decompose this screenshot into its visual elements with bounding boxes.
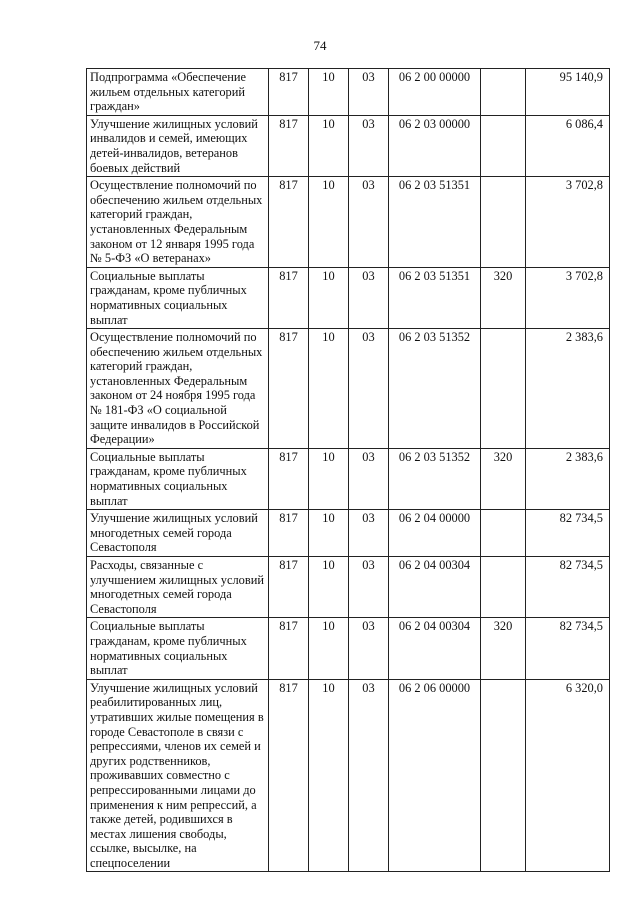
row-rz: 10	[309, 618, 349, 679]
table-row	[87, 448, 610, 509]
row-csr: 06 2 04 00000	[389, 510, 481, 557]
row-pr: 03	[349, 618, 389, 679]
row-rz: 10	[309, 557, 349, 618]
row-csr: 06 2 04 00304	[389, 618, 481, 679]
row-csr: 06 2 00 00000	[389, 69, 481, 116]
row-vr	[481, 177, 526, 268]
row-rz: 10	[309, 69, 349, 116]
table-row	[87, 510, 610, 557]
table-row	[87, 679, 610, 872]
row-rz: 10	[309, 115, 349, 176]
row-sum: 95 140,9	[526, 69, 610, 116]
row-pr: 03	[349, 679, 389, 872]
row-sum: 2 383,6	[526, 448, 610, 509]
row-sum: 3 702,8	[526, 177, 610, 268]
row-name: Осуществление полномочий по обеспечению жильем отдельных категорий граждан, установленных Федеральным законом от 24 ноября 1995 года № 181-ФЗ «О социальной защите инвалидов в Российской Федерации»	[87, 329, 269, 449]
row-name: Социальные выплаты гражданам, кроме публичных нормативных социальных выплат	[87, 267, 269, 328]
row-rz: 10	[309, 267, 349, 328]
row-pr: 03	[349, 177, 389, 268]
row-name: Подпрограмма «Обеспечение жильем отдельных категорий граждан»	[87, 69, 269, 116]
row-pr: 03	[349, 329, 389, 449]
row-rz: 10	[309, 510, 349, 557]
row-pr: 03	[349, 69, 389, 116]
row-csr: 06 2 03 51351	[389, 177, 481, 268]
row-csr: 06 2 04 00304	[389, 557, 481, 618]
row-rz: 10	[309, 679, 349, 872]
row-vr	[481, 679, 526, 872]
row-vr: 320	[481, 618, 526, 679]
row-sum: 6 086,4	[526, 115, 610, 176]
row-pr: 03	[349, 115, 389, 176]
row-ved: 817	[269, 115, 309, 176]
row-vr	[481, 115, 526, 176]
row-csr: 06 2 06 00000	[389, 679, 481, 872]
row-sum: 2 383,6	[526, 329, 610, 449]
row-ved: 817	[269, 329, 309, 449]
row-ved: 817	[269, 618, 309, 679]
row-vr: 320	[481, 267, 526, 328]
row-sum: 82 734,5	[526, 557, 610, 618]
budget-table	[86, 68, 610, 872]
row-rz: 10	[309, 448, 349, 509]
row-sum: 6 320,0	[526, 679, 610, 872]
table-row	[87, 267, 610, 328]
table-row	[87, 329, 610, 449]
row-name: Улучшение жилищных условий реабилитированных лиц, утративших жилые помещения в городе Севастополе в связи с репрессиями, членов их семей и других родственников, проживавших совместно с репрессированными лицами до применения к ним репрессий, а также детей, родившихся в местах лишения свободы, ссылке, высылке, на спецпоселении	[87, 679, 269, 872]
row-csr: 06 2 03 51352	[389, 329, 481, 449]
row-vr	[481, 510, 526, 557]
row-name: Улучшение жилищных условий инвалидов и семей, имеющих детей-инвалидов, ветеранов боевых действий	[87, 115, 269, 176]
row-sum: 3 702,8	[526, 267, 610, 328]
row-ved: 817	[269, 510, 309, 557]
row-ved: 817	[269, 267, 309, 328]
table-row	[87, 557, 610, 618]
row-name: Социальные выплаты гражданам, кроме публичных нормативных социальных выплат	[87, 618, 269, 679]
row-name: Расходы, связанные с улучшением жилищных условий многодетных семей города Севастополя	[87, 557, 269, 618]
row-pr: 03	[349, 448, 389, 509]
row-rz: 10	[309, 177, 349, 268]
row-name: Осуществление полномочий по обеспечению жильем отдельных категорий граждан, установленных Федеральным законом от 12 января 1995 года № 5-ФЗ «О ветеранах»	[87, 177, 269, 268]
table-row	[87, 177, 610, 268]
table-row	[87, 115, 610, 176]
row-sum: 82 734,5	[526, 510, 610, 557]
row-vr: 320	[481, 448, 526, 509]
row-pr: 03	[349, 510, 389, 557]
row-csr: 06 2 03 51352	[389, 448, 481, 509]
row-csr: 06 2 03 00000	[389, 115, 481, 176]
row-ved: 817	[269, 557, 309, 618]
row-ved: 817	[269, 679, 309, 872]
table-row	[87, 618, 610, 679]
row-sum: 82 734,5	[526, 618, 610, 679]
page-number: 74	[313, 38, 327, 53]
row-ved: 817	[269, 69, 309, 116]
row-vr	[481, 329, 526, 449]
row-ved: 817	[269, 177, 309, 268]
row-vr	[481, 557, 526, 618]
row-pr: 03	[349, 557, 389, 618]
row-pr: 03	[349, 267, 389, 328]
table-row	[87, 69, 610, 116]
row-name: Социальные выплаты гражданам, кроме публичных нормативных социальных выплат	[87, 448, 269, 509]
row-csr: 06 2 03 51351	[389, 267, 481, 328]
row-ved: 817	[269, 448, 309, 509]
row-vr	[481, 69, 526, 116]
row-rz: 10	[309, 329, 349, 449]
row-name: Улучшение жилищных условий многодетных семей города Севастополя	[87, 510, 269, 557]
